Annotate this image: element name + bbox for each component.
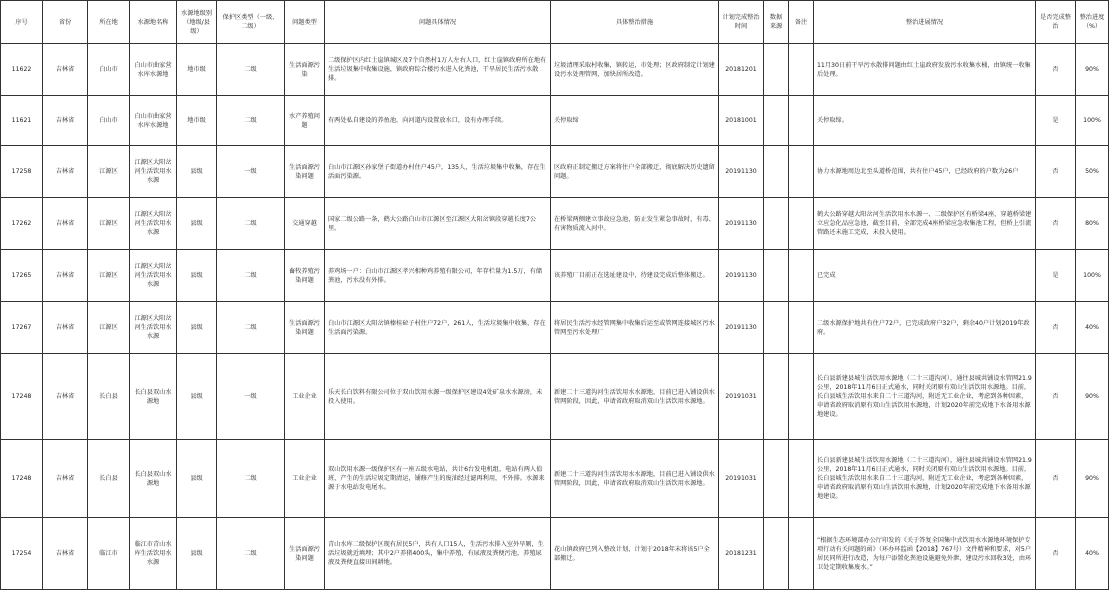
cell-problem-detail: 乐天长白饮料有限公司位于双山饮用水源一级保护区建设4处矿泉水水源房，未投入使用。: [325, 354, 551, 440]
cell-province: 吉林省: [43, 250, 88, 302]
cell-protect-type: 二级: [217, 44, 285, 96]
cell-done: 是: [1036, 250, 1076, 302]
cell-problem-detail: 国家二级公路一条，鹤大公路白山市江源区至江源区大阳岔镇段穿越长度7公里。: [325, 198, 551, 250]
table-row: [1, 518, 1109, 590]
cell-measures: 新建二十三道沟河生活饮用水水源地，目前已进入铺设供水管网阶段，因此，申请省政府取消双山生活饮用水源地。: [551, 440, 719, 518]
header-measures: 具体整治措施: [551, 1, 719, 44]
cell-source-level: 县级: [177, 354, 217, 440]
cell-protect-type: 二级: [217, 250, 285, 302]
header-protect-type: 保护区类型（一级、二级）: [217, 1, 285, 44]
cell-no: 17248: [1, 354, 43, 440]
header-problem-type: 问题类型: [285, 1, 325, 44]
cell-plan-time: 20191031: [719, 354, 764, 440]
cell-source-name: 白山市曲家营水库水源地: [130, 96, 177, 146]
cell-data-source: [764, 354, 789, 440]
cell-plan-time: 20181231: [719, 518, 764, 590]
cell-measures: 花山镇政府已列入整改计划，计划于2018年末将该5户全部搬迁。: [551, 518, 719, 590]
cell-measures: 新建二十三道沟河生活饮用水水源地，目前已进入铺设供水管网阶段，因此，申请省政府取消双山生活饮用水源地。: [551, 354, 719, 440]
cell-done: 否: [1036, 146, 1076, 198]
cell-measures: 垃圾清理采取村收集，镇转运，市处理；区政府制定计划建设污水处理管网，加快居所改造。: [551, 44, 719, 96]
cell-note: [789, 518, 814, 590]
header-row: [1, 1, 1109, 44]
cell-no: 17265: [1, 250, 43, 302]
cell-no: 17258: [1, 146, 43, 198]
table-row: [1, 44, 1109, 96]
cell-note: [789, 198, 814, 250]
table-row: [1, 354, 1109, 440]
cell-problem-detail: 白山市江源区孙家堡子街道办村住户45户，135人，生活垃圾集中收集，存在生活面污染源。: [325, 146, 551, 198]
cell-progress-detail: 11月30日前干旱污水散排问题由红土崖政府发放污水收集水桶，由镇统一收集后处理。: [814, 44, 1036, 96]
table-row: [1, 146, 1109, 198]
cell-source-level: 县级: [177, 146, 217, 198]
header-note: 备注: [789, 1, 814, 44]
cell-measures: 将居民生活污水经管网集中收集后运至或管网连接城区污水管网至污水处理厂: [551, 302, 719, 354]
cell-note: [789, 354, 814, 440]
cell-province: 吉林省: [43, 518, 88, 590]
table-row: [1, 440, 1109, 518]
cell-progress-detail: 已完成: [814, 250, 1036, 302]
cell-location: 江源区: [88, 198, 130, 250]
cell-source-name: 长白县双山水源地: [130, 354, 177, 440]
cell-problem-type: 生活面源污染问题: [285, 302, 325, 354]
cell-plan-time: 20181201: [719, 44, 764, 96]
cell-progress-detail: “根据生态环境部办公厅印发的《关于答复全国集中式饮用水水源地环境保护专项行动有关问题的函》（环办环监函【2018】767号）文件精神和要求，对5户居民同所进行改造，为每户添置化粪池设施避免外泄，建设污水回收3处，由环卫处定期收集废水。”: [814, 518, 1036, 590]
cell-problem-detail: 双山饮用水源一级保护区有一座五级水电站，共计6台发电机组，电站有两人值班，产生的生活垃圾定期清运，铺修产生的废油经过滤再利用，不外排。水源来源于水电站发电尾水。: [325, 440, 551, 518]
cell-progress-detail: 长白县新建县城生活饮用水源地（二十三道沟河），通往县城共铺设水管网21.9公里，2018年11月6日正式通水，同时关闭原有双山生活饮用水源地。目前，长白县城生活饮用水来自二十三道沟河，附近无工业企业，考虑到各种因素，申请省政府取消原有双山生活饮用水源地，计划2020年前完成地下水备用水源地建设。: [814, 440, 1036, 518]
cell-note: [789, 440, 814, 518]
cell-problem-detail: 二级保护区内红土崖镇城区及7个自然村1万人左右人口，红土崖镇政府所在地有生活垃圾集中收集设施，镇政府综合楼污水进入化粪池，干旱居民生活污水散排。: [325, 44, 551, 96]
cell-source-name: 江源区大阳岔河生活饮用水水源: [130, 250, 177, 302]
cell-measures: 关停取缔: [551, 96, 719, 146]
cell-progress-pct: 100%: [1076, 250, 1109, 302]
cell-location: 长白县: [88, 440, 130, 518]
cell-done: 否: [1036, 440, 1076, 518]
cell-progress-detail: 长白县新建县城生活饮用水源地（二十三道沟河），通往县城共铺设水管网21.9公里，2018年11月6日正式通水，同时关闭原有双山生活饮用水源地。目前，长白县城生活饮用水来自二十三道沟河，附近无工业企业，考虑到各种因素，申请省政府取消原有双山生活饮用水源地，计划2020年前完成地下水备用水源地建设。: [814, 354, 1036, 440]
cell-no: 17248: [1, 440, 43, 518]
cell-problem-type: 生活面源污染: [285, 44, 325, 96]
cell-done: 否: [1036, 354, 1076, 440]
cell-source-name: 江源区大阳岔河生活饮用水水源: [130, 146, 177, 198]
cell-plan-time: 20191031: [719, 440, 764, 518]
cell-problem-type: 工业企业: [285, 440, 325, 518]
cell-location: 白山市: [88, 96, 130, 146]
cell-progress-pct: 40%: [1076, 518, 1109, 590]
table-row: [1, 302, 1109, 354]
table-row: [1, 96, 1109, 146]
cell-no: 17262: [1, 198, 43, 250]
header-location: 所在地: [88, 1, 130, 44]
cell-data-source: [764, 146, 789, 198]
header-progress-pct: 整治进度（%）: [1076, 1, 1109, 44]
header-source-name: 水源地名称: [130, 1, 177, 44]
cell-source-level: 县级: [177, 250, 217, 302]
cell-measures: 该养殖厂目前正在选址建设中，待建设完成后整体搬迁。: [551, 250, 719, 302]
cell-data-source: [764, 440, 789, 518]
header-plan-time: 计划完成整治时间: [719, 1, 764, 44]
cell-location: 江源区: [88, 146, 130, 198]
cell-progress-detail: 鹤大公路穿越大阳岔河生活饮用水水源一、二级保护区有桥梁4座，穿越桥梁建立应急化品应急池，截至目前，全部完成4座桥梁应急收集池工程，但桥上引流管路还未施工完成，未投入使用。: [814, 198, 1036, 250]
cell-no: 11621: [1, 96, 43, 146]
cell-problem-detail: 有两处私自建设的养鱼池，向河道内设置放水口，设有办理手续。: [325, 96, 551, 146]
cell-measures: 在桥梁两侧建立事故应急池，防止发生紧急事故时，有毒、有害物质流入河中。: [551, 198, 719, 250]
cell-data-source: [764, 96, 789, 146]
cell-progress-pct: 100%: [1076, 96, 1109, 146]
cell-protect-type: 一级: [217, 146, 285, 198]
header-no: 序号: [1, 1, 43, 44]
header-province: 省份: [43, 1, 88, 44]
cell-location: 长白县: [88, 354, 130, 440]
cell-protect-type: 二级: [217, 518, 285, 590]
cell-progress-pct: 90%: [1076, 354, 1109, 440]
cell-progress-pct: 90%: [1076, 440, 1109, 518]
cell-note: [789, 96, 814, 146]
cell-problem-type: 水产养殖问题: [285, 96, 325, 146]
cell-province: 吉林省: [43, 44, 88, 96]
cell-protect-type: 二级: [217, 440, 285, 518]
cell-source-name: 江源区大阳岔河生活饮用水水源: [130, 302, 177, 354]
cell-source-level: 地市级: [177, 96, 217, 146]
cell-problem-detail: 白山市江源区大阳岔镇榛桂砬子村住户72户，261人，生活垃圾集中收集，存在生活面污染源。: [325, 302, 551, 354]
cell-done: 是: [1036, 96, 1076, 146]
cell-province: 吉林省: [43, 96, 88, 146]
cell-location: 江源区: [88, 250, 130, 302]
cell-data-source: [764, 302, 789, 354]
header-problem-detail: 问题具体情况: [325, 1, 551, 44]
cell-source-level: 地市级: [177, 44, 217, 96]
cell-province: 吉林省: [43, 146, 88, 198]
cell-no: 17267: [1, 302, 43, 354]
cell-plan-time: 20191130: [719, 198, 764, 250]
table-row: [1, 250, 1109, 302]
cell-data-source: [764, 198, 789, 250]
cell-done: 否: [1036, 518, 1076, 590]
header-source-level: 水源地级别（地级/县级）: [177, 1, 217, 44]
cell-plan-time: 20191130: [719, 146, 764, 198]
cell-plan-time: 20191130: [719, 302, 764, 354]
cell-protect-type: 一级: [217, 354, 285, 440]
cell-location: 江源区: [88, 302, 130, 354]
cell-location: 白山市: [88, 44, 130, 96]
cell-no: 17254: [1, 518, 43, 590]
cell-problem-detail: 青山水库二级保护区现有居民5户，共有人口15人，生活污水排入室外旱厕，生活垃圾就近填埋；其中2户养猪400头，集中养殖，有尿液及粪便污池，养殖尿液及粪便直接田间耕地。: [325, 518, 551, 590]
cell-province: 吉林省: [43, 440, 88, 518]
cell-problem-type: 生活面源污染问题: [285, 146, 325, 198]
cell-location: 临江市: [88, 518, 130, 590]
cell-province: 吉林省: [43, 354, 88, 440]
cell-note: [789, 146, 814, 198]
cell-progress-pct: 50%: [1076, 146, 1109, 198]
cell-problem-type: 工业企业: [285, 354, 325, 440]
header-data-source: 数据来源: [764, 1, 789, 44]
cell-problem-type: 畜牧养殖污染问题: [285, 250, 325, 302]
cell-data-source: [764, 250, 789, 302]
cell-plan-time: 20191130: [719, 250, 764, 302]
table-row: [1, 198, 1109, 250]
cell-progress-detail: 协力水源地周边北至头道桥范围，共有住户45户，已经政府的户数为26户: [814, 146, 1036, 198]
cell-province: 吉林省: [43, 302, 88, 354]
cell-data-source: [764, 518, 789, 590]
cell-protect-type: 二级: [217, 96, 285, 146]
cell-note: [789, 302, 814, 354]
cell-source-name: 临江市青山水库生活饮用水水源: [130, 518, 177, 590]
header-progress-detail: 整治进展情况: [814, 1, 1036, 44]
cell-protect-type: 二级: [217, 302, 285, 354]
cell-measures: 区政府正制定搬迁方案将住户全部搬迁，彻底解决历史遗留问题。: [551, 146, 719, 198]
cell-source-level: 县级: [177, 198, 217, 250]
cell-source-name: 白山市曲家营水库水源地: [130, 44, 177, 96]
cell-done: 否: [1036, 302, 1076, 354]
cell-problem-type: 生活面源污染问题: [285, 518, 325, 590]
cell-protect-type: 二级: [217, 198, 285, 250]
cell-progress-pct: 80%: [1076, 198, 1109, 250]
cell-source-level: 县级: [177, 440, 217, 518]
cell-done: 否: [1036, 198, 1076, 250]
cell-data-source: [764, 44, 789, 96]
header-done: 是否完成整治: [1036, 1, 1076, 44]
cell-plan-time: 20181001: [719, 96, 764, 146]
cell-problem-type: 交通穿越: [285, 198, 325, 250]
cell-source-name: 江源区大阳岔河生活饮用水水源: [130, 198, 177, 250]
cell-progress-detail: 关停取缔。: [814, 96, 1036, 146]
cell-progress-pct: 40%: [1076, 302, 1109, 354]
cell-source-name: 长白县双山水源地: [130, 440, 177, 518]
cell-progress-detail: 二级水源保护地共有住户72户，已完成政府户32户，剩余40户计划2019年政府。: [814, 302, 1036, 354]
cell-done: 否: [1036, 44, 1076, 96]
cell-note: [789, 250, 814, 302]
cell-source-level: 县级: [177, 302, 217, 354]
cell-problem-detail: 养鸡场一户：白山市江源区孝兴相种鸡养殖有限公司，年存栏量为1.5万，有储粪池，污水没有外排。: [325, 250, 551, 302]
cell-no: 11622: [1, 44, 43, 96]
cell-source-level: 县级: [177, 518, 217, 590]
cell-progress-pct: 90%: [1076, 44, 1109, 96]
cell-note: [789, 44, 814, 96]
cell-province: 吉林省: [43, 198, 88, 250]
